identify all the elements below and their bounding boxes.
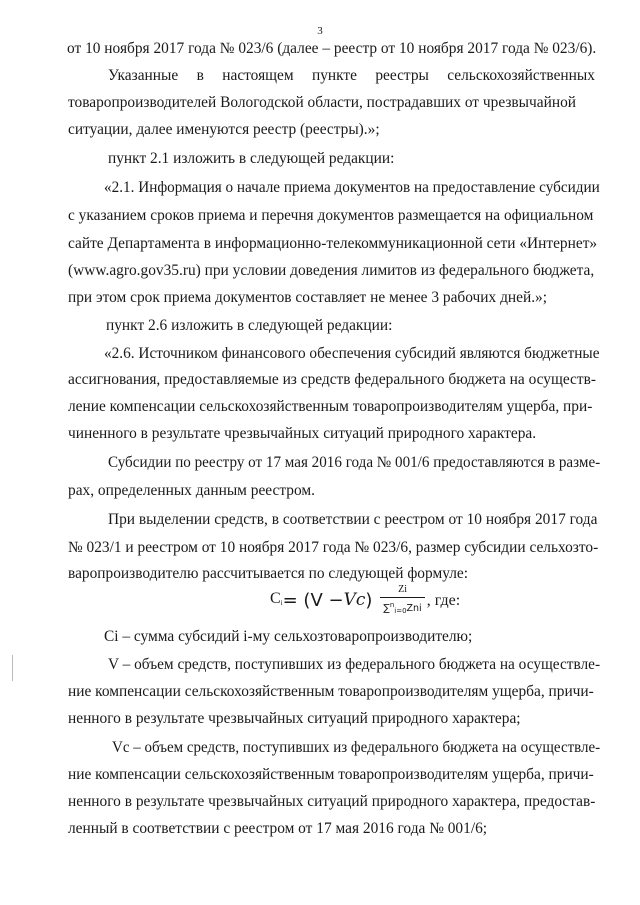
formula-denominator: ∑$^n_{i=0}$Zni: [380, 597, 424, 617]
text-line-21: Ci – сумма субсидий i-му сельхозтоваропроизводителю;: [104, 628, 473, 645]
text-line-3: товаропроизводителей Вологодской области, пострадавших от чрезвычайной: [68, 94, 577, 111]
text-line-5: пункт 2.1 изложить в следующей редакции:: [108, 150, 395, 167]
text-line-8: сайте Департамента в информационно-телекоммуникационной сети «Интернет»: [68, 235, 598, 252]
subsidy-formula: [270, 584, 460, 617]
text-line-7: с указанием сроков приема и перечня документов размещается на официальном: [68, 207, 594, 224]
text-line-25: Vc – объем средств, поступивших из федерального бюджета на осуществле-: [112, 739, 601, 756]
text-line-16: Субсидии по реестру от 17 мая 2016 года № 001/6 предоставляются в разме-: [108, 454, 601, 471]
word-nastoyashchem: настоящем: [222, 67, 294, 84]
text-line-19: № 023/1 и реестром от 10 ноября 2017 года № 023/6, размер субсидии сельхозто-: [68, 539, 599, 556]
word-punkte: пункте: [311, 67, 357, 84]
text-line-14: ление компенсации сельскохозяйственным товаропроизводителям ущерба, при-: [68, 398, 593, 415]
text-line-13: ассигнования, предоставляемые из средств федерального бюджета на осуществ-: [68, 371, 596, 388]
text-line-6: «2.1. Информация о начале приема документов на предоставление субсидии: [104, 179, 600, 196]
text-line-22: V – объем средств, поступивших из федерального бюджета на осуществле-: [108, 656, 601, 673]
text-line-17: рах, определенных данным реестром.: [68, 482, 315, 499]
text-line-9: (www.agro.gov35.ru) при условии доведения лимитов из федерального бюджета,: [68, 262, 595, 279]
text-line-23: ние компенсации сельскохозяйственным товаропроизводителям ущерба, причи-: [68, 683, 594, 700]
page-number: 3: [317, 25, 323, 37]
word-ukazannye: Указанные: [108, 67, 179, 84]
word-selskokhoz: сельскохозяйственных: [447, 67, 595, 84]
text-line-20: варопроизводителю рассчитывается по следующей формуле:: [68, 565, 468, 582]
formula-lhs: $C_i$: [270, 589, 283, 607]
formula-numerator: Zi: [398, 584, 407, 595]
text-line-2: [108, 62, 595, 89]
text-line-10: при этом срок приема документов составляет не менее 3 рабочих дней.»;: [68, 289, 548, 306]
formula-tail: , где:: [426, 592, 461, 609]
text-line-26: ние компенсации сельскохозяйственным товаропроизводителям ущерба, причи-: [68, 766, 594, 783]
word-reestry: реестры: [375, 67, 429, 84]
formula-eq: = (V −: [282, 590, 344, 611]
text-line-11: пункт 2.6 изложить в следующей редакции:: [106, 317, 393, 334]
text-line-18: При выделении средств, в соответствии с реестром от 10 ноября 2017 года: [108, 511, 598, 528]
formula-vc: Vc: [343, 590, 366, 610]
word-v: в: [196, 67, 204, 84]
margin-mark: [12, 655, 13, 681]
text-line-1: от 10 ноября 2017 года № 023/6 (далее – реестр от 10 ноября 2017 года № 023/6).: [67, 40, 597, 57]
text-line-4: ситуации, далее именуются реестр (реестры).»;: [68, 121, 380, 138]
text-line-24: ненного в результате чрезвычайных ситуаций природного характера;: [68, 710, 521, 727]
formula-close: ): [365, 590, 373, 611]
text-line-28: ленный в соответствии с реестром от 17 мая 2016 года № 001/6;: [68, 820, 488, 837]
text-line-27: ненного в результате чрезвычайных ситуаций природного характера, предостав-: [68, 793, 596, 810]
formula-fraction: [380, 584, 424, 617]
text-line-12: «2.6. Источником финансового обеспечения субсидий являются бюджетные: [104, 345, 600, 362]
text-line-15: чиненного в результате чрезвычайных ситуаций природного характера.: [68, 425, 537, 442]
